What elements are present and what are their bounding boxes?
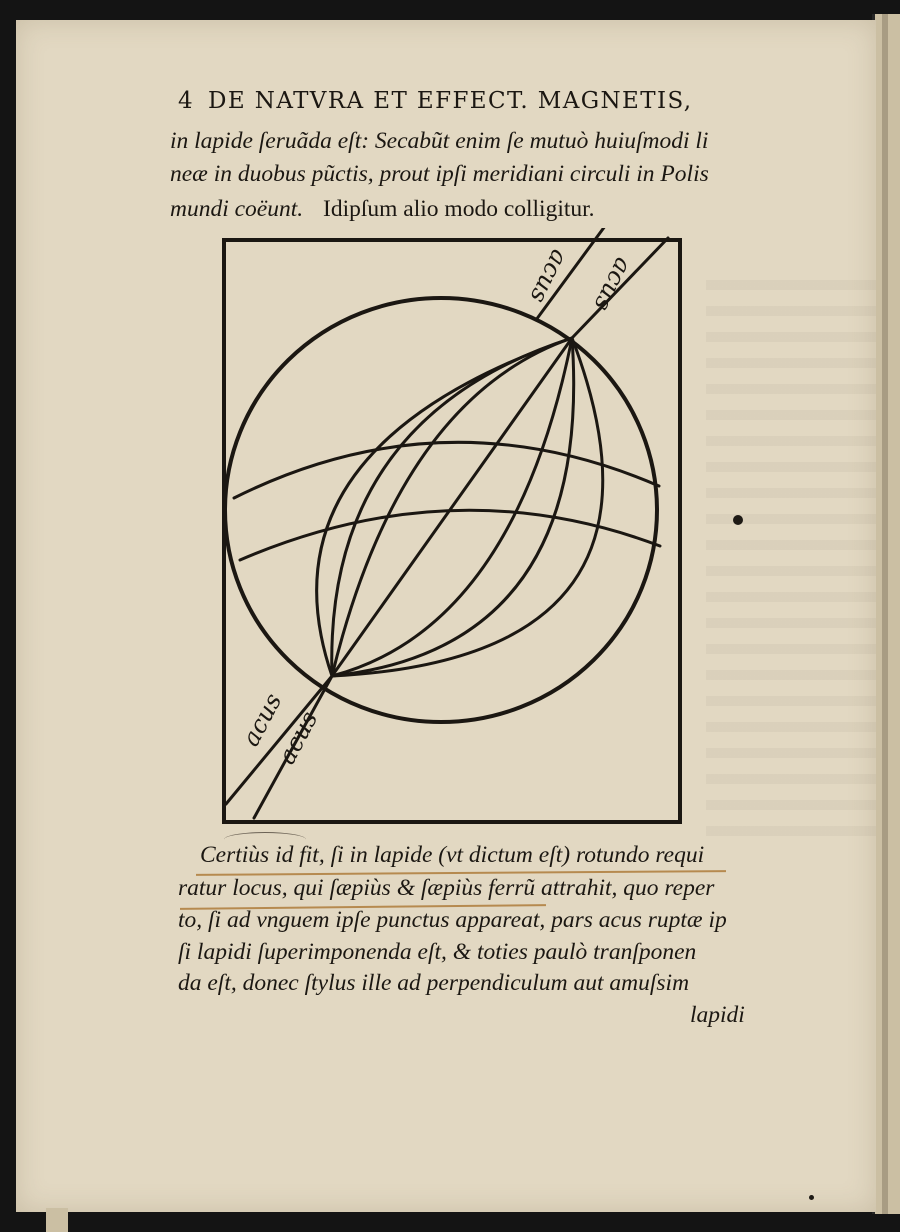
page-number: 4 xyxy=(178,88,195,114)
meridian xyxy=(332,338,603,676)
show-through-text xyxy=(706,280,876,840)
text-fragment-upright: Idipſum alio modo colligitur. xyxy=(323,196,595,222)
running-head-title: DE NATVRA ET EFFECT. MAGNETIS, xyxy=(208,88,693,114)
needle-label: acus xyxy=(588,253,638,316)
meridian xyxy=(317,338,572,676)
catchword: lapidi xyxy=(690,1002,745,1028)
needle-axis xyxy=(332,338,572,676)
parallel xyxy=(234,442,659,498)
ink-spot-small xyxy=(809,1195,814,1200)
text-line: ſi lapidi ſuperimponenda eſt, & toties paulò tranſponen xyxy=(178,939,697,965)
text-line: da eſt, donec ſtylus ille ad perpendiculum aut amuſsim xyxy=(178,970,690,996)
text-fragment: mundi coëunt. xyxy=(170,196,304,222)
page-corner-tab xyxy=(46,1208,68,1232)
needle-label: acus xyxy=(272,706,324,769)
needle-label: acus xyxy=(236,688,288,751)
globe-woodcut-figure xyxy=(214,228,690,828)
running-head xyxy=(178,88,738,122)
needle-label: acus xyxy=(524,245,574,308)
text-line: ratur locus, qui ſæpiùs & ſæpiùs ferrũ attrahit, quo reper xyxy=(178,875,715,901)
ink-spot xyxy=(733,515,743,525)
text-line: Certiùs id fit, ſi in lapide (vt dictum eſt) rotundo requi xyxy=(200,842,705,868)
text-line: in lapide ſeruãda eſt: Secabũt enim ſe mutuò huiuſmodi li xyxy=(170,128,709,154)
facing-page-shadow xyxy=(882,14,888,1214)
text-line: to, ſi ad vnguem ipſe punctus appareat, pars acus ruptæ ip xyxy=(178,907,727,933)
text-line: neæ in duobus pũctis, prout ipſi meridiani circuli in Polis xyxy=(170,161,709,187)
text-line xyxy=(170,196,595,223)
